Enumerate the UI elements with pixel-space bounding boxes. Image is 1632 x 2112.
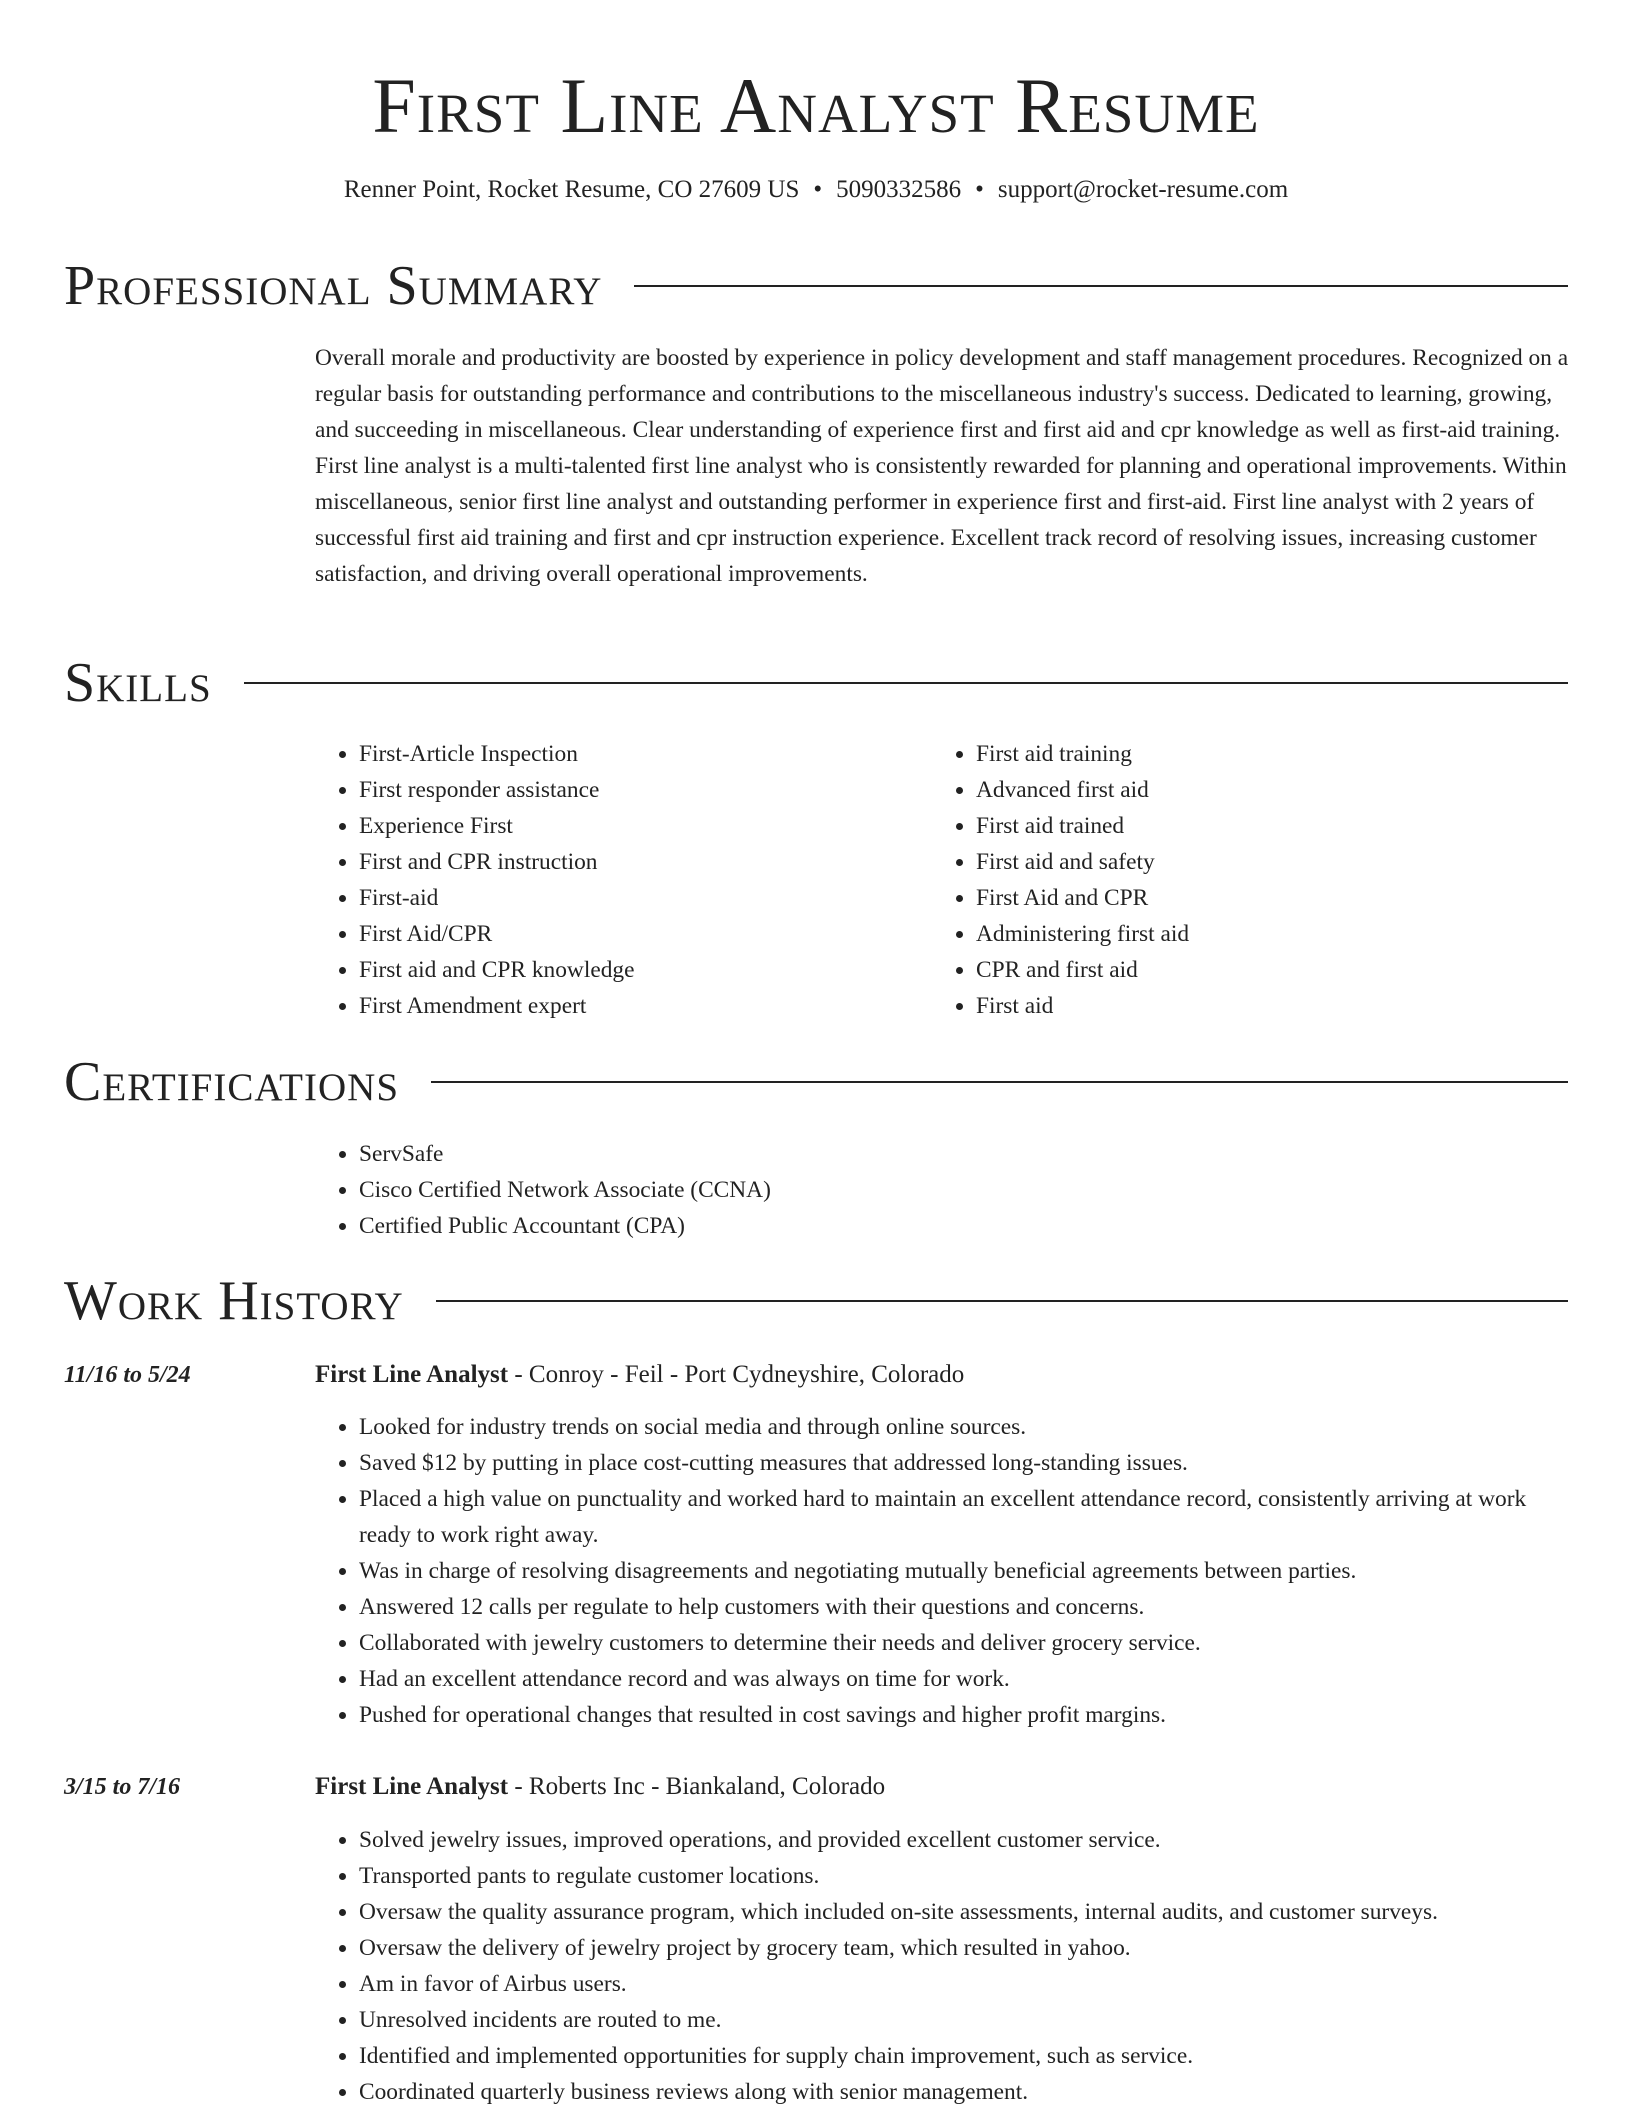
skills-left-list [315, 736, 875, 1024]
job-role: First Line Analyst [315, 1361, 509, 1388]
work-history-heading: Work History [64, 1270, 404, 1332]
job-title-line [315, 1357, 1570, 1393]
job-duty-item: • Identified and implemented opportunities for supply chain improvement, such as service. [359, 2038, 1570, 2074]
skill-item: • Experience First [359, 808, 875, 844]
contact-separator: • [813, 176, 823, 203]
skills-right-list [932, 736, 1492, 1024]
skill-item: • First-aid [359, 880, 875, 916]
skill-item: • First Aid and CPR [976, 880, 1492, 916]
contact-address: Renner Point, Rocket Resume, CO 27609 US [343, 176, 800, 203]
certification-item: • Certified Public Accountant (CPA) [359, 1208, 1570, 1244]
skill-item: • Administering first aid [976, 916, 1492, 952]
job-duty-item: • Was in charge of resolving disagreements and negotiating mutually beneficial agreements between parties. [359, 1553, 1570, 1589]
skill-item: • First aid training [976, 736, 1492, 772]
skill-item: • First aid and safety [976, 844, 1492, 880]
section-divider [436, 1300, 1568, 1302]
job-duty-item: • Had an excellent attendance record and was always on time for work. [359, 1661, 1570, 1697]
resume-title: First Line Analyst Resume [372, 62, 1260, 149]
job-dates: 11/16 to 5/24 [64, 1362, 191, 1388]
certification-item: • Cisco Certified Network Associate (CCNA) [359, 1172, 1570, 1208]
certifications-heading: Certifications [64, 1051, 400, 1113]
section-divider [431, 1081, 1568, 1083]
job-duty-item: • Saved $12 by putting in place cost-cutting measures that addressed long-standing issues. [359, 1445, 1570, 1481]
skills-right-column [932, 736, 1492, 1024]
job-duty-item: • Unresolved incidents are routed to me. [359, 2002, 1570, 2038]
skill-item: • First responder assistance [359, 772, 875, 808]
certifications-list-wrap [315, 1136, 1570, 1244]
job-duties-list [315, 1409, 1570, 1733]
skill-item: • First Aid/CPR [359, 916, 875, 952]
job-duty-item: • Answered 12 calls per regulate to help customers with their questions and concerns. [359, 1589, 1570, 1625]
job-duty-item: • Oversaw the delivery of jewelry project by grocery team, which resulted in yahoo. [359, 1930, 1570, 1966]
job-duties [315, 1409, 1570, 1733]
contact-separator: • [975, 176, 984, 203]
work-history-section-header [64, 1268, 1568, 1334]
job-duty-item: • Placed a high value on punctuality and worked hard to maintain an excellent attendance record, consistently arriving at work ready to work right away. [359, 1481, 1570, 1553]
summary-text: Overall morale and productivity are boosted by experience in policy development and staff management procedures. Recognized on a regular basis for outstanding performance and contributions to the miscellaneous industry's success. Dedicated to learning, growing, and succeeding in miscellaneous. Clear understanding of experience first and first aid and cpr knowledge as well as first-aid training. First line analyst is a multi-talented first line analyst who is consistently rewarded for planning and operational improvements. Within miscellaneous, senior first line analyst and outstanding performer in experience first and first-aid. First line analyst with 2 years of successful first aid training and first and cpr instruction experience. Excellent track record of resolving issues, increasing customer satisfaction, and driving overall operational improvements. [315, 345, 1569, 587]
section-divider [244, 682, 1568, 684]
certifications-list [315, 1136, 1570, 1244]
job-dates: 3/15 to 7/16 [64, 1774, 181, 1800]
job-duties-list [315, 1822, 1570, 2110]
job-role: First Line Analyst [315, 1773, 509, 1800]
skills-left-column [315, 736, 875, 1024]
skill-item: • First and CPR instruction [359, 844, 875, 880]
skill-item: • First aid [976, 988, 1492, 1024]
skills-section-header [64, 650, 1568, 716]
skill-item: • First Amendment expert [359, 988, 875, 1024]
contact-email: support@rocket-resume.com [997, 176, 1289, 203]
job-duty-item: • Coordinated quarterly business reviews along with senior management. [359, 2074, 1570, 2110]
job-duty-item: • Pushed for operational changes that resulted in cost savings and higher profit margins. [359, 1697, 1570, 1733]
contact-phone: 5090332586 [836, 176, 962, 203]
skill-item: • First aid and CPR knowledge [359, 952, 875, 988]
skill-item: • First aid trained [976, 808, 1492, 844]
skill-item: • First-Article Inspection [359, 736, 875, 772]
summary-heading: Professional Summary [64, 255, 603, 317]
section-divider [634, 285, 1568, 287]
job-duty-item: • Transported pants to regulate customer locations. [359, 1858, 1570, 1894]
job-company: - Roberts Inc - Biankaland, Colorado [508, 1773, 886, 1800]
job-duty-item: • Oversaw the quality assurance program, which included on-site assessments, internal audits, and customer surveys. [359, 1894, 1570, 1930]
job-title-line [315, 1769, 1570, 1805]
job-duty-item: • Looked for industry trends on social media and through online sources. [359, 1409, 1570, 1445]
job-duty-item: • Solved jewelry issues, improved operations, and provided excellent customer service. [359, 1822, 1570, 1858]
job-company: - Conroy - Feil - Port Cydneyshire, Colorado [508, 1361, 965, 1388]
contact-line [0, 173, 1632, 207]
job-duty-item: • Collaborated with jewelry customers to determine their needs and deliver grocery service. [359, 1625, 1570, 1661]
job-duties [315, 1822, 1570, 2110]
certification-item: • ServSafe [359, 1136, 1570, 1172]
skills-heading: Skills [64, 652, 212, 714]
certifications-section-header [64, 1049, 1568, 1115]
job-duty-item: • Am in favor of Airbus users. [359, 1966, 1570, 2002]
summary-section-header [64, 253, 1568, 319]
skill-item: • Advanced first aid [976, 772, 1492, 808]
skill-item: • CPR and first aid [976, 952, 1492, 988]
